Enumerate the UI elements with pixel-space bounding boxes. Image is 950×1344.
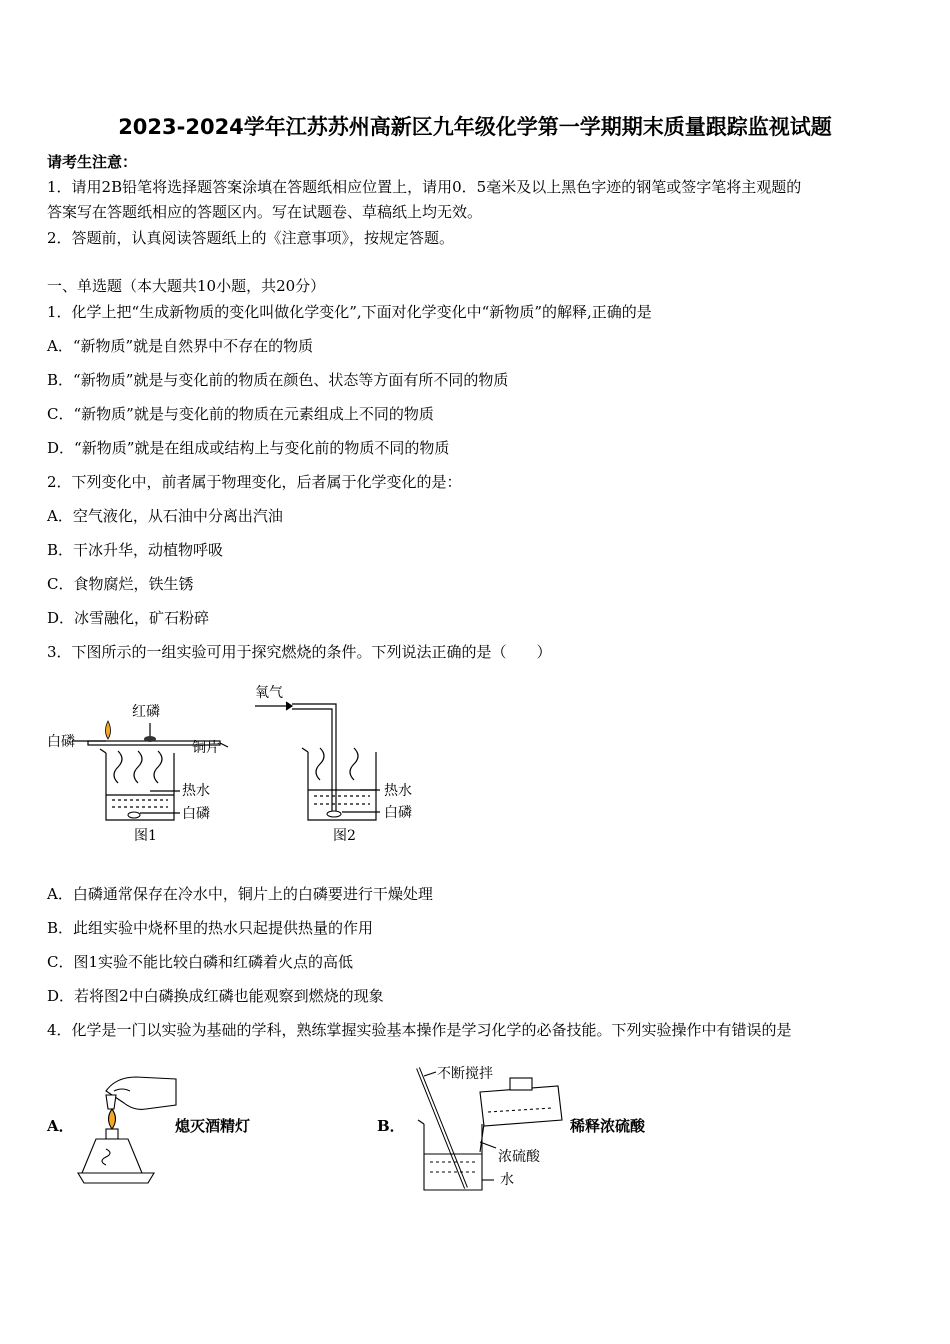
q2-option-b: B．干冰升华，动植物呼吸 xyxy=(47,541,224,559)
q3-option-a: A．白磷通常保存在冷水中，铜片上的白磷要进行干燥处理 xyxy=(47,885,433,903)
alcohol-lamp-illustration xyxy=(70,1065,185,1193)
fig1-label-white-phosphorus-water: 白磷 xyxy=(182,806,210,822)
q4-option-a-letter: A． xyxy=(47,1117,74,1135)
q2-option-d: D．冰雪融化，矿石粉碎 xyxy=(47,609,210,627)
q1-option-d: D．“新物质”就是在组成或结构上与变化前的物质不同的物质 xyxy=(47,439,450,457)
fig1-label-white-phosphorus: 白磷 xyxy=(47,734,75,750)
q3-stem: 3．下图所示的一组实验可用于探究燃烧的条件。下列说法正确的是（ ） xyxy=(47,643,552,661)
q3-option-d: D．若将图2中白磷换成红磷也能观察到燃烧的现象 xyxy=(47,987,384,1005)
page-title: 2023-2024学年江苏苏州高新区九年级化学第一学期期末质量跟踪监视试题 xyxy=(118,115,832,139)
notice-line-2: 2．答题前，认真阅读答题纸上的《注意事项》，按规定答题。 xyxy=(47,229,455,247)
figb-label-acid: 浓硫酸 xyxy=(498,1149,540,1165)
q4-option-b-letter: B． xyxy=(377,1117,405,1135)
q1-option-c: C．“新物质”就是与变化前的物质在元素组成上不同的物质 xyxy=(47,405,434,423)
fig2-label-oxygen: 氧气 xyxy=(255,685,283,701)
q3-option-b: B．此组实验中烧杯里的热水只起提供热量的作用 xyxy=(47,919,374,937)
q4-option-b-text: 稀释浓硫酸 xyxy=(570,1117,646,1135)
section-heading: 一、单选题（本大题共10小题，共20分） xyxy=(47,277,326,295)
q3-option-c: C．图1实验不能比较白磷和红磷着火点的高低 xyxy=(47,953,354,971)
notice-line-1b: 答案写在答题纸相应的答题区内。写在试题卷、草稿纸上均无效。 xyxy=(47,203,483,221)
q1-option-b: B．“新物质”就是与变化前的物质在颜色、状态等方面有所不同的物质 xyxy=(47,371,509,389)
q2-stem: 2．下列变化中，前者属于物理变化，后者属于化学变化的是： xyxy=(47,473,462,491)
notice-heading: 请考生注意： xyxy=(47,153,138,171)
figure-2 xyxy=(250,680,430,850)
fig2-caption: 图2 xyxy=(333,828,356,844)
fig2-label-hot-water: 热水 xyxy=(384,783,412,799)
q1-stem: 1．化学上把“生成新物质的变化叫做化学变化”,下面对化学变化中“新物质”的解释,正确的是 xyxy=(47,303,652,321)
notice-line-1a: 1．请用2B铅笔将选择题答案涂填在答题纸相应位置上，请用0．5毫米及以上黑色字迹的钢笔或签字笔将主观题的 xyxy=(47,178,802,196)
figb-label-water: 水 xyxy=(500,1172,514,1188)
q2-option-a: A．空气液化，从石油中分离出汽油 xyxy=(47,507,283,525)
fig1-label-red-phosphorus: 红磷 xyxy=(132,704,160,720)
fig1-caption: 图1 xyxy=(134,828,157,844)
figb-label-stir: 不断搅拌 xyxy=(437,1066,493,1082)
fig1-label-copper: 铜片 xyxy=(192,740,220,756)
q1-option-a: A．“新物质”就是自然界中不存在的物质 xyxy=(47,337,314,355)
q4-option-a-text: 熄灭酒精灯 xyxy=(175,1117,251,1135)
fig1-label-hot-water: 热水 xyxy=(182,783,210,799)
q4-stem: 4．化学是一门以实验为基础的学科，熟练掌握实验基本操作是学习化学的必备技能。下列实验操作中有错误的是 xyxy=(47,1021,792,1039)
fig2-label-white-phosphorus: 白磷 xyxy=(384,805,412,821)
q2-option-c: C．食物腐烂，铁生锈 xyxy=(47,575,194,593)
